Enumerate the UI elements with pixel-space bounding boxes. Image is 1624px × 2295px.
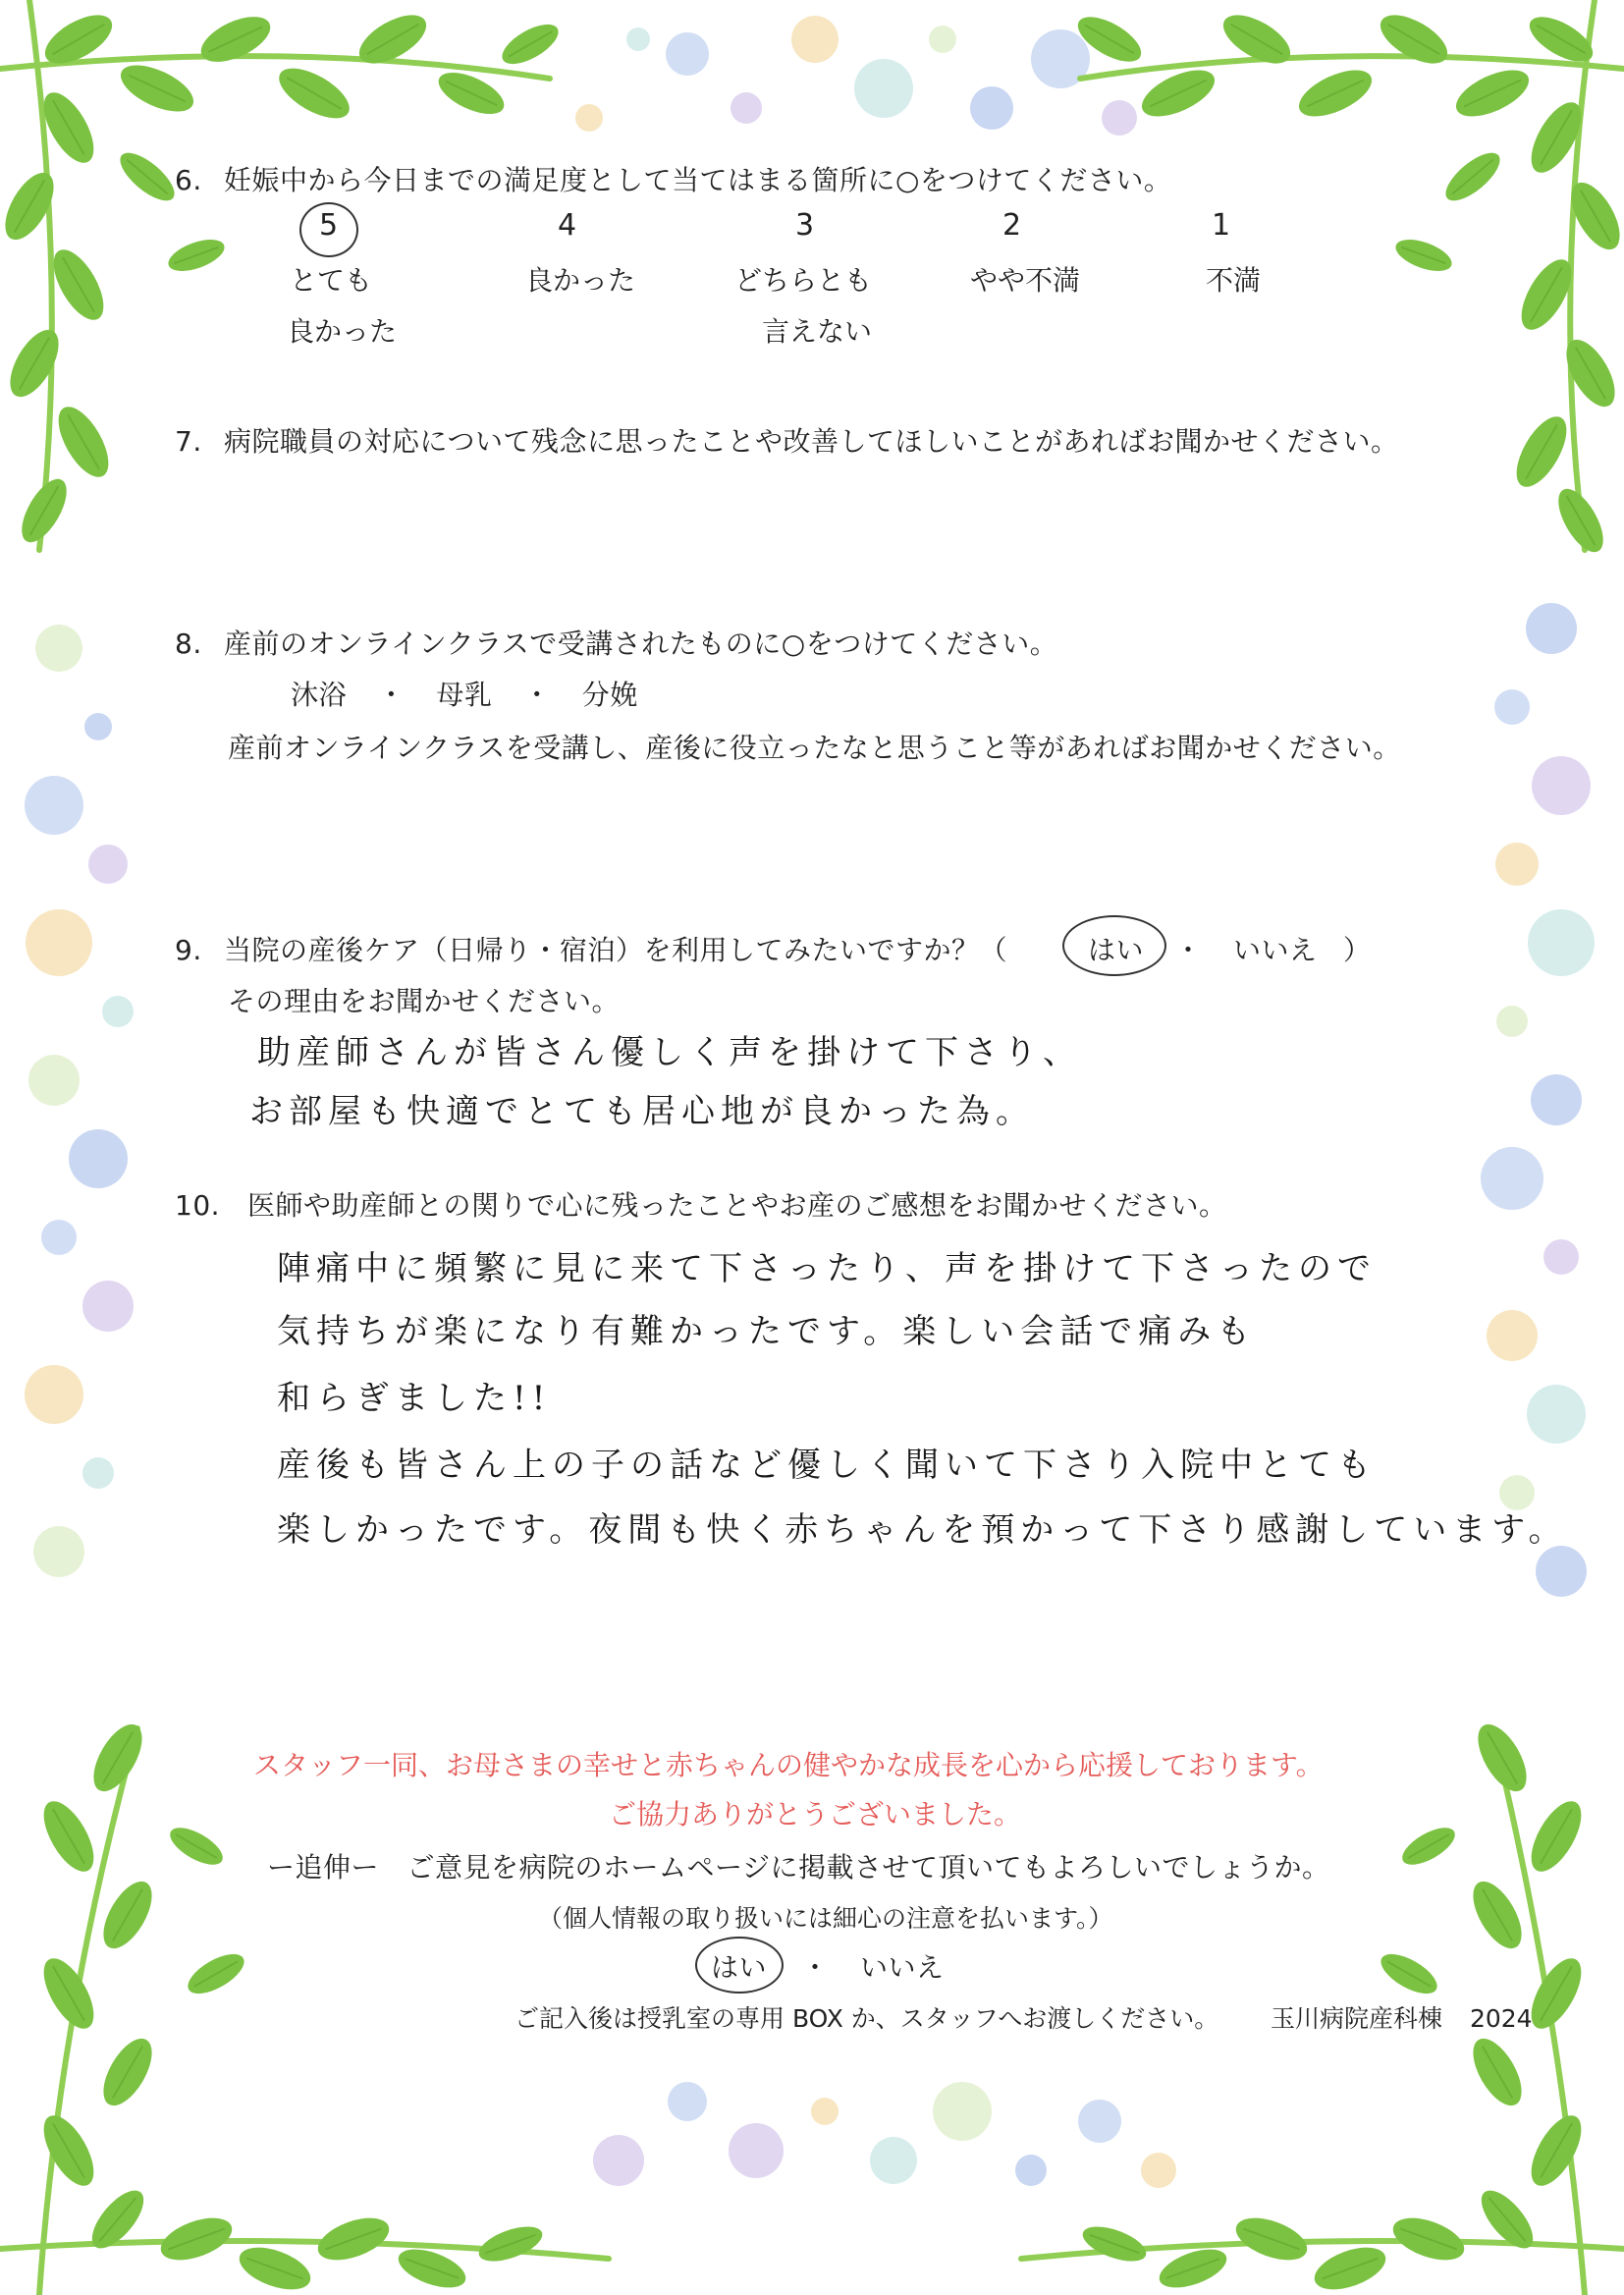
- handwritten-answer-line: 和らぎました!!: [277, 1379, 552, 1418]
- publish-separator: ・: [801, 1951, 830, 1984]
- scale-label-4: 良かった: [525, 264, 636, 297]
- question-number: 10.: [175, 1189, 221, 1222]
- scale-label-5-line2: 良かった: [287, 315, 398, 348]
- publish-no[interactable]: いいえ: [860, 1951, 945, 1984]
- scale-label-3-line2: 言えない: [762, 315, 873, 348]
- online-class-options: [291, 674, 638, 713]
- answer-separator: ・: [1174, 934, 1203, 966]
- option-separator: ・: [377, 679, 406, 711]
- scale-label-1: 不満: [1206, 264, 1262, 297]
- paren-close: ）: [1343, 934, 1372, 966]
- answer-yes[interactable]: はい: [1088, 934, 1145, 966]
- question-text: 病院職員の対応について残念に思ったことや改善してほしいことがあればお聞かせください。: [224, 425, 1399, 458]
- handwritten-answer-line: 助産師さんが皆さん優しく声を掛けて下さり、: [257, 1033, 1082, 1072]
- question-number: 6.: [175, 164, 202, 196]
- scale-number-1[interactable]: 1: [1212, 208, 1231, 243]
- thank-you-closing: ご協力ありがとうございました。: [609, 1798, 1022, 1831]
- postscript-question: ー追伸ー ご意見を病院のホームページに掲載させて頂いてもよろしいでしょうか。: [267, 1851, 1330, 1884]
- scale-label-5-line1: とても: [290, 264, 373, 297]
- thank-you-message: スタッフ一同、お母さまの幸せと赤ちゃんの健やかな成長を心から応援しております。: [253, 1749, 1324, 1781]
- question-8: [175, 623, 1057, 662]
- form-year: 2024: [1469, 2004, 1533, 2033]
- option-breastfeeding[interactable]: 母乳: [436, 679, 493, 711]
- question-9: [175, 929, 1007, 968]
- question-9-followup: その理由をお聞かせください。: [228, 985, 621, 1017]
- scale-label-3-line1: どちらとも: [734, 264, 873, 297]
- handwritten-answer-line: 陣痛中に頻繁に見に来て下さったり、声を掛けて下さったので: [277, 1249, 1377, 1288]
- question-number: 9.: [175, 934, 202, 966]
- scale-number-2[interactable]: 2: [1002, 208, 1022, 243]
- handwritten-answer-line: 楽しかったです。夜間も快く赤ちゃんを預かって下さり感謝しています。: [277, 1510, 1568, 1550]
- submission-instruction: ご記入後は授乳室の専用 BOX か、スタッフへお渡しください。: [514, 2004, 1219, 2033]
- question-7: [175, 420, 1398, 460]
- scale-number-3[interactable]: 3: [795, 208, 815, 243]
- question-10: [175, 1184, 1227, 1224]
- question-6: [175, 159, 1171, 198]
- question-text: 医師や助産師との関りで心に残ったことやお産のご感想をお聞かせください。: [247, 1189, 1227, 1222]
- option-bath[interactable]: 沐浴: [291, 679, 348, 711]
- question-text: 当院の産後ケア（日帰り・宿泊）を利用してみたいですか？（: [224, 934, 1008, 966]
- handwritten-answer-line: 気持ちが楽になり有難かったです。楽しい会話で痛みも: [277, 1312, 1257, 1351]
- question-text: 産前のオンラインクラスで受講されたものに○をつけてください。: [224, 628, 1058, 660]
- question-text: 妊娠中から今日までの満足度として当てはまる箇所に○をつけてください。: [224, 164, 1172, 196]
- handwritten-answer-line: 産後も皆さん上の子の話など優しく聞いて下さり入院中とても: [277, 1446, 1377, 1485]
- privacy-note: （個人情報の取り扱いには細心の注意を払います。）: [538, 1904, 1113, 1933]
- publish-yes[interactable]: はい: [711, 1951, 768, 1984]
- handwritten-answer-line: お部屋も快適でとても居心地が良かった為。: [249, 1092, 1035, 1131]
- scale-number-5[interactable]: 5: [319, 208, 339, 243]
- scale-number-4[interactable]: 4: [558, 208, 577, 243]
- hospital-name: [1271, 1999, 1533, 2035]
- question-8-followup: 産前オンラインクラスを受講し、産後に役立ったなと思うこと等があればお聞かせください。: [228, 732, 1401, 764]
- option-separator: ・: [522, 679, 552, 711]
- option-delivery[interactable]: 分娩: [581, 679, 638, 711]
- scale-label-2: やや不満: [970, 264, 1081, 297]
- question-number: 8.: [175, 628, 202, 660]
- hospital-label: 玉川病院産科棟: [1271, 2004, 1443, 2033]
- answer-no[interactable]: いいえ: [1233, 934, 1318, 966]
- question-number: 7.: [175, 425, 202, 458]
